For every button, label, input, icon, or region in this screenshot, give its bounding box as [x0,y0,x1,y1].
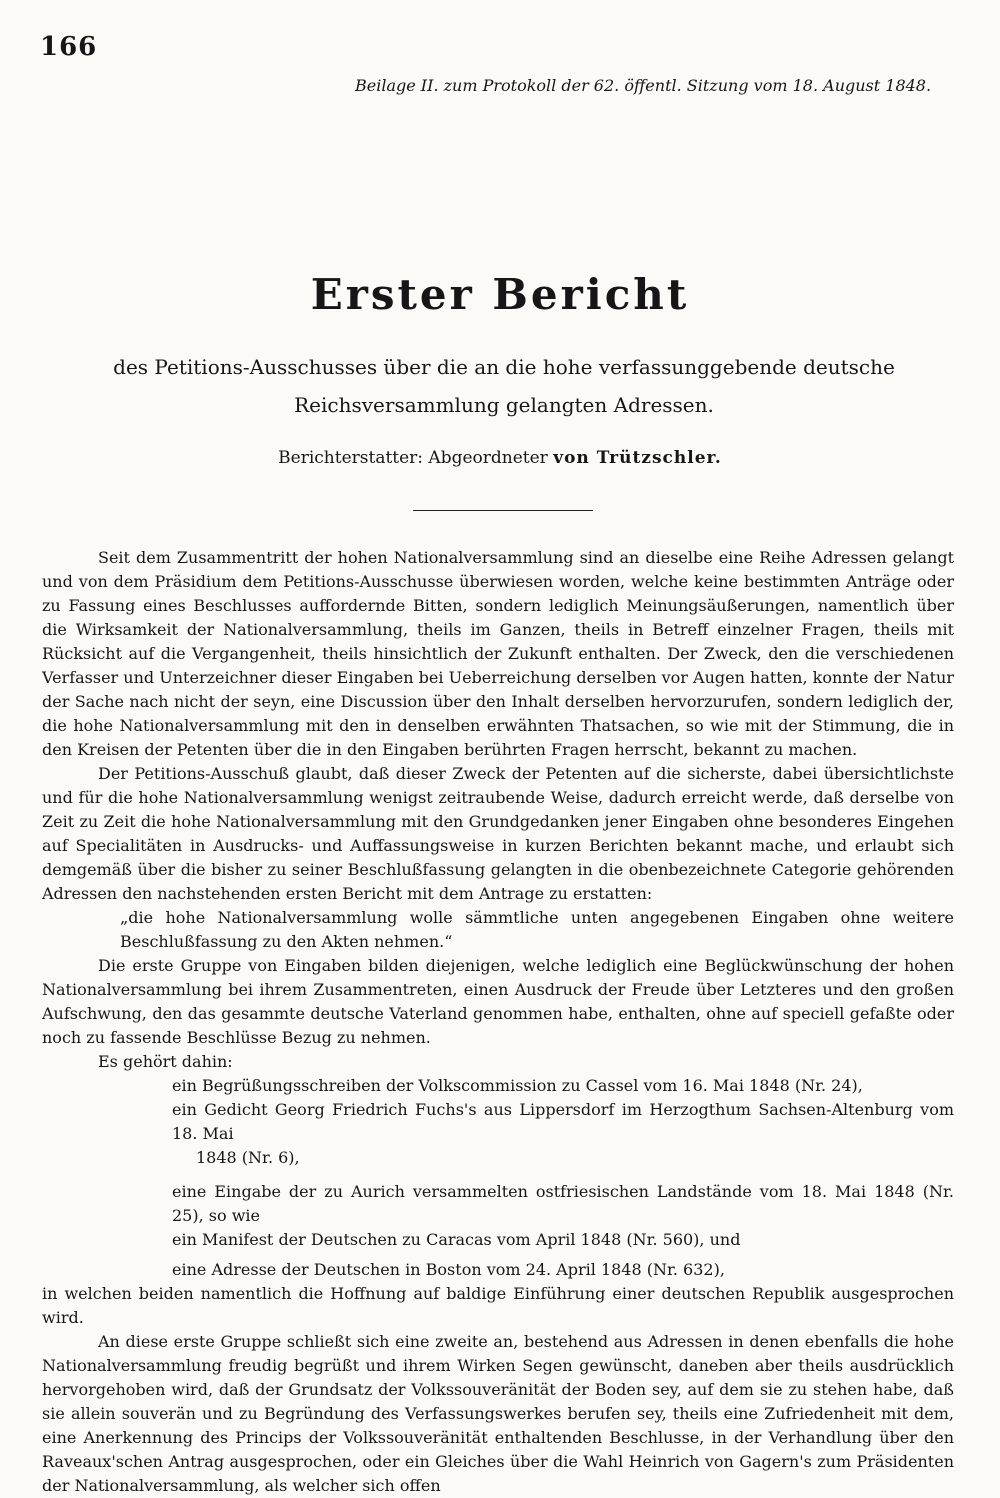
paragraph-intro: Seit dem Zusammentritt der hohen Nationalversammlung sind an dieselbe eine Reihe Adressen gelangt und von dem Präsidium dem Petitions-Ausschusse überwiesen worden, welche keine bestimmten Anträge oder zu Fassung eines Beschlusses auffordernde Bitten, sondern lediglich Meinungsäußerungen, namentlich über die Wirksamkeit der Nationalversammlung, theils im Ganzen, theils in Betreff einzelner Fragen, theils mit Rücksicht auf die Vergangenheit, theils hinsichtlich der Zukunft enthalten. Der Zweck, den die verschiedenen Verfasser und Unterzeichner dieser Eingaben bei Ueberreichung derselben vor Augen hatten, konnte der Natur der Sache nach nicht der seyn, eine Discussion über den Inhalt derselben hervorzurufen, sondern lediglich der, die hohe Nationalversammlung mit den in denselben erwähnten Thatsachen, so wie mit der Stimmung, die in den Kreisen der Petenten über die in den Eingaben berührten Fragen herrscht, bekannt zu machen. [42,548,954,759]
paragraph-republic: in welchen beiden namentlich die Hoffnung auf baldige Einführung einer deutschen Republik ausgesprochen wird. [42,1284,954,1327]
page-number: 166 [40,32,98,62]
list-item: eine Adresse der Deutschen in Boston vom 24. April 1848 (Nr. 632), [172,1260,725,1279]
paragraph-second-group: An diese erste Gruppe schließt sich eine zweite an, bestehend aus Adressen in denen ebenfalls die hohe Nationalversammlung freudig begrüßt und ihrem Wirken Segen gewünscht, daneben aber theils ausdrücklich hervorgehoben wird, daß der Grundsatz der Volkssouveränität der Boden sey, auf dem sie zu stehen habe, daß sie allein souverän und zu Begründung des Verfassungswerkes berufen sey, theils eine Zufriedenheit mit dem, eine Anerkennung des Princips der Volkssouveränität enthaltenden Beschlusse, in der Verhandlung über den Raveaux'schen Antrag ausgesprochen, oder ein Gleiches über die Wahl Heinrich von Gagern's zum Präsidenten der Nationalversammlung, als welcher sich offen [42,1332,954,1495]
report-title: Erster Bericht [310,270,690,319]
list-item: ein Manifest der Deutschen zu Caracas vom April 1848 (Nr. 560), und [172,1230,741,1249]
list-item-line: ein Gedicht Georg Friedrich Fuchs's aus Lippersdorf im Herzogthum Sachsen-Altenburg vom 18. Mai [172,1100,954,1143]
list-item: ein Begrüßungsschreiben der Volkscommission zu Cassel vom 16. Mai 1848 (Nr. 24), [172,1076,863,1095]
list-item-continuation: 1848 (Nr. 6), [196,1148,300,1167]
paragraph-proposal: Der Petitions-Ausschuß glaubt, daß dieser Zweck der Petenten auf die sicherste, dabei übersichtlichste und für die hohe Nationalversammlung wenigst zeitraubende Weise, dadurch erreicht werde, daß derselbe von Zeit zu Zeit die hohe Nationalversammlung mit den Grundgedanken jener Eingaben ohne besonderes Eingehen auf Specialitäten in Ausdrucks- und Auffassungsweise in kurzen Berichten bekannt mache, und erlaubt sich demgemäß über die bisher zu seiner Beschlußfassung gelangten in die obenbezeichnete Categorie gehörenden Adressen den nachstehenden ersten Bericht mit dem Antrage zu erstatten: [42,764,954,903]
reporter-line [0,448,1000,468]
reporter-name: von Trützschler. [553,448,722,468]
paragraph-first-group: Die erste Gruppe von Eingaben bilden diejenigen, welche lediglich eine Beglückwünschung der hohen Nationalversammlung bei ihrem Zusammentreten, einen Ausdruck der Freude über Letzteres und den großen Aufschwung, den das gesammte deutsche Vaterland genommen habe, enthalten, ohne auf speciell gefaßte oder noch zu fassende Beschlüsse Bezug zu nehmen. [42,956,954,1047]
paragraph-list-intro: Es gehört dahin: [98,1052,233,1071]
running-head: Beilage II. zum Protokoll der 62. öffentl. Sitzung vom 18. August 1848. [355,76,932,95]
report-body [42,546,954,1498]
divider-rule [413,510,593,511]
petition-list [42,1074,954,1282]
reporter-label: Berichterstatter: Abgeordneter [278,448,548,468]
list-item [42,1098,954,1170]
motion-quote: „die hohe Nationalversammlung wolle sämmtliche unten angegebenen Eingaben ohne weitere Beschlußfassung zu den Akten nehmen.“ [120,908,954,951]
list-item: eine Eingabe der zu Aurich versammelten ostfriesischen Landstände vom 18. Mai 1848 (Nr. 25), so wie [172,1182,954,1225]
report-subtitle: des Petitions-Ausschusses über die an die hohe verfassunggebende deutsche Reichsversammlung gelangten Adressen. [113,355,895,417]
